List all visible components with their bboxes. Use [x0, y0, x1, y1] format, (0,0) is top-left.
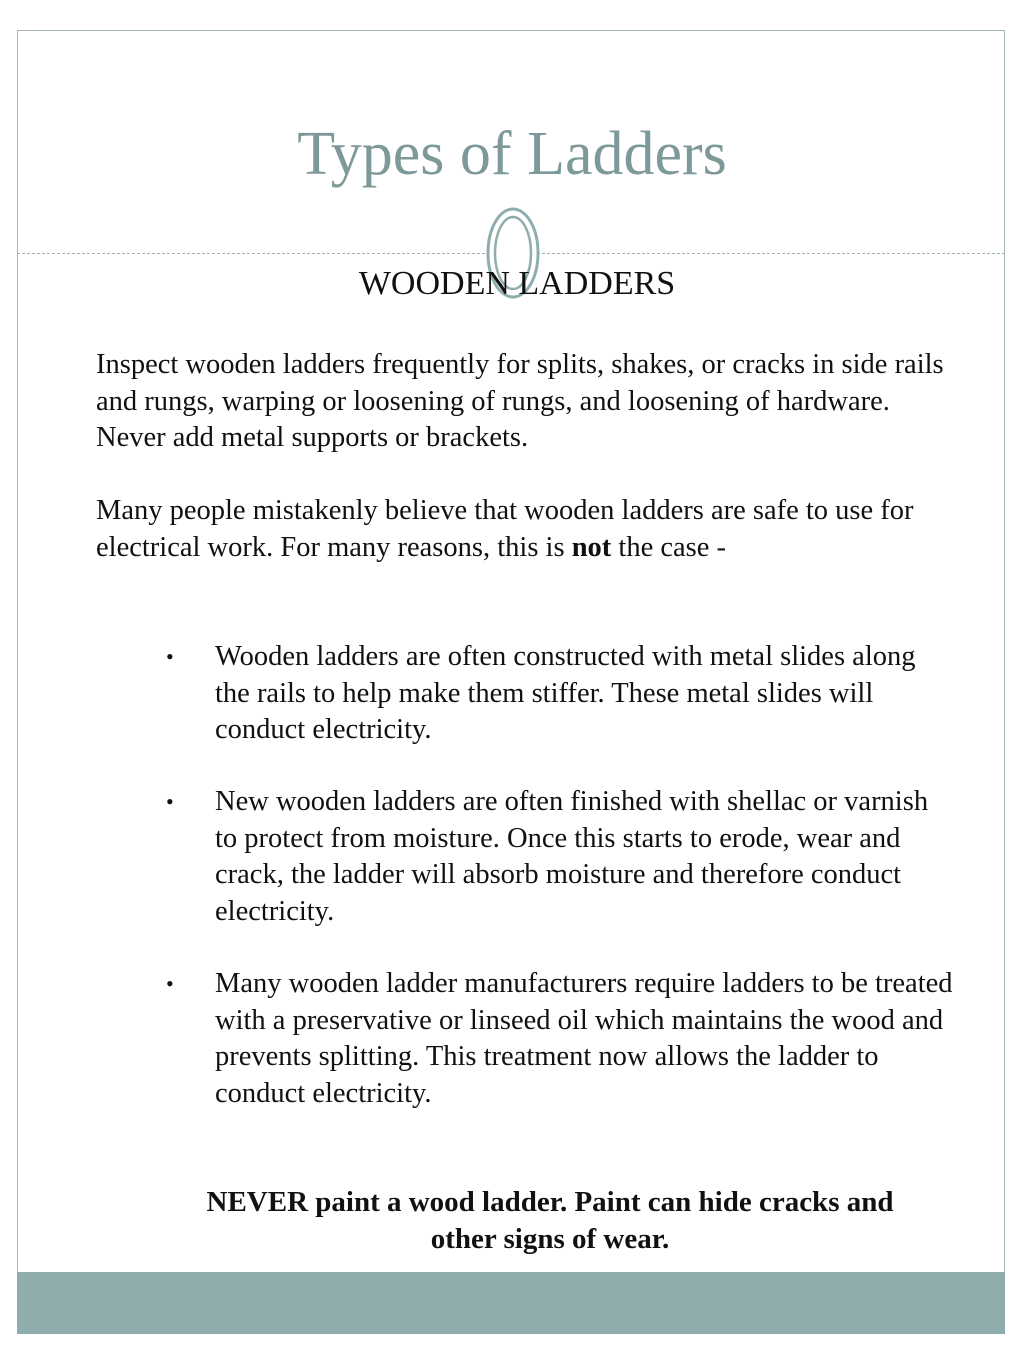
section-subtitle: WOODEN LADDERS	[358, 265, 676, 302]
page-title: Types of Ladders	[297, 120, 727, 188]
footer-accent-bar	[17, 1272, 1005, 1334]
misconception-text-end: the case -	[611, 531, 727, 563]
inspection-paragraph: Inspect wooden ladders frequently for splits, shakes, or cracks in side rails and rungs, warping or loosening of rungs, and loosening of hardware. Never add metal supports or brackets.	[96, 349, 944, 453]
bullet-item-preservative: Many wooden ladder manufacturers require ladders to be treated with a preservative or linseed oil which maintains the wood and prevents splitting. This treatment now allows the ladder to conduct electricity.	[215, 968, 953, 1109]
bullet-icon: •	[166, 971, 174, 996]
misconception-text: Many people mistakenly believe that wooden ladders are safe to use for electrical work. For many reasons, this is	[96, 495, 914, 563]
bullet-icon: •	[166, 644, 174, 669]
bullet-item-finish: New wooden ladders are often finished with shellac or varnish to protect from moisture. Once this starts to erode, wear and crack, the ladder will absorb moisture and therefore conduct electricity.	[215, 786, 929, 927]
paint-warning: NEVER paint a wood ladder. Paint can hide cracks and other signs of wear.	[206, 1186, 894, 1255]
misconception-paragraph	[96, 493, 946, 566]
bullet-item-metal-slides: Wooden ladders are often constructed with metal slides along the rails to help make them stiffer. These metal slides will conduct electricity.	[215, 641, 916, 745]
bullet-icon: •	[166, 789, 174, 814]
emphasis-text: not	[571, 531, 612, 563]
